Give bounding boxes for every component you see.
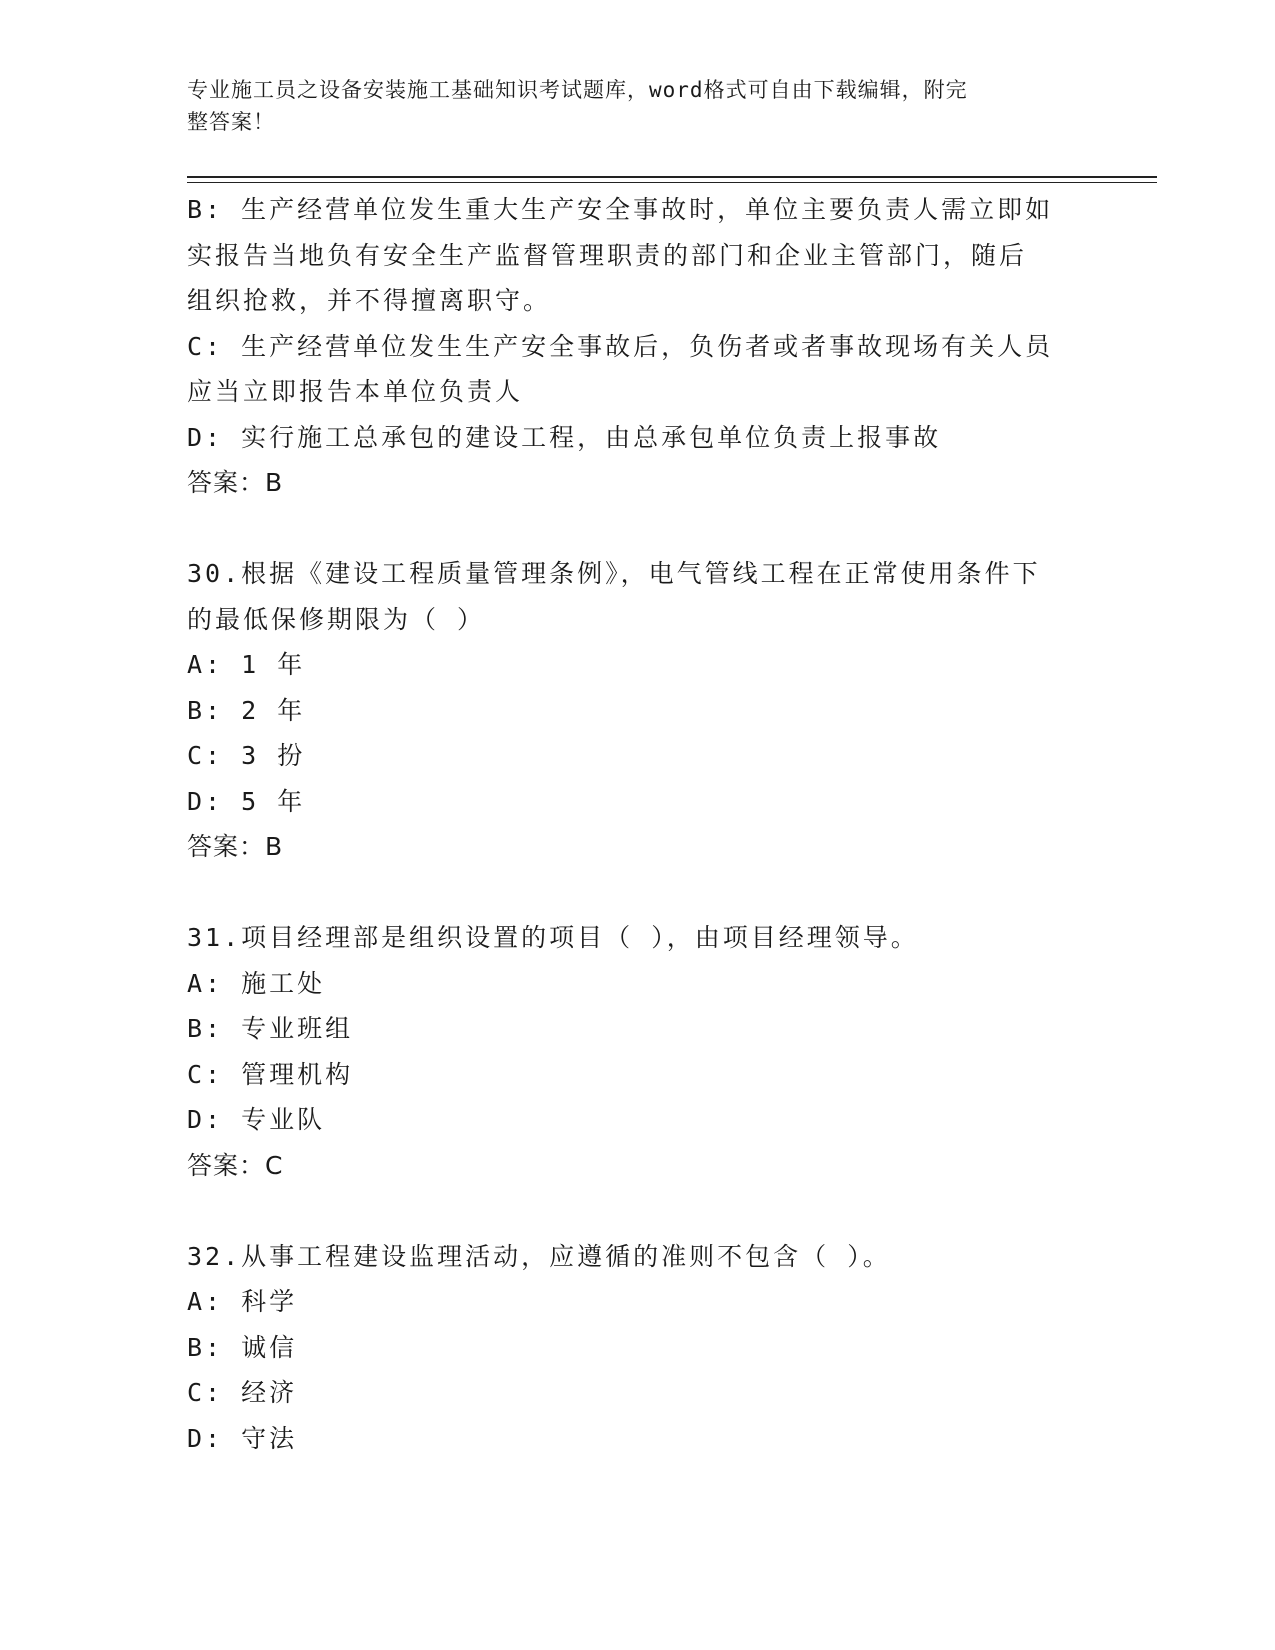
question-32 — [187, 1234, 1087, 1462]
q31-stem: 31.项目经理部是组织设置的项目（ ），由项目经理领导。 — [187, 923, 919, 952]
q30-option-a: A: 1 年 — [187, 650, 306, 679]
q29-option-b-line-3: 组织抢救，并不得擅离职守。 — [187, 286, 552, 315]
document-header — [187, 74, 1067, 138]
question-content — [187, 187, 1087, 1461]
q30-option-c: C: 3 扮 — [187, 741, 306, 770]
q32-stem: 32.从事工程建设监理活动，应遵循的准则不包含（ ）。 — [187, 1241, 891, 1271]
question-29-tail — [187, 187, 1087, 506]
q31-option-b: B: 专业班组 — [187, 1014, 354, 1043]
q31-option-c: C: 管理机构 — [187, 1059, 354, 1089]
q31-answer: 答案：C — [187, 1150, 284, 1180]
q29-option-c-line-2: 应当立即报告本单位负责人 — [187, 377, 524, 406]
q31-option-a: A: 施工处 — [187, 968, 326, 998]
header-title-line-2: 整答案！ — [187, 110, 275, 134]
header-divider-thick — [187, 176, 1157, 178]
q31-option-d: D: 专业队 — [187, 1105, 326, 1134]
q29-option-b-line-1: B: 生产经营单位发生重大生产安全事故时，单位主要负责人需立即如 — [187, 195, 1054, 224]
q32-option-a: A: 科学 — [187, 1287, 298, 1316]
spacer — [187, 870, 1087, 916]
q30-stem-line-2: 的最低保修期限为（ ） — [187, 604, 486, 634]
q30-option-b: B: 2 年 — [187, 695, 306, 725]
q29-option-b-line-2: 实报告当地负有安全生产监督管理职责的部门和企业主管部门，随后 — [187, 240, 1028, 270]
q32-option-c: C: 经济 — [187, 1378, 298, 1407]
q29-option-d: D: 实行施工总承包的建设工程，由总承包单位负责上报事故 — [187, 422, 942, 452]
q30-answer: 答案：B — [187, 832, 284, 861]
spacer — [187, 1188, 1087, 1234]
q29-option-c-line-1: C: 生产经营单位发生生产安全事故后，负伤者或者事故现场有关人员 — [187, 331, 1054, 361]
header-title-line-1: 专业施工员之设备安装施工基础知识考试题库，word格式可自由下载编辑，附完 — [187, 78, 968, 102]
spacer — [187, 506, 1087, 552]
q32-option-d: D: 守法 — [187, 1423, 298, 1453]
q32-option-b: B: 诚信 — [187, 1332, 298, 1362]
q29-answer: 答案：B — [187, 468, 284, 497]
q30-stem-line-1: 30.根据《建设工程质量管理条例》，电气管线工程在正常使用条件下 — [187, 559, 1041, 588]
header-divider-thin — [187, 182, 1157, 183]
question-31 — [187, 915, 1087, 1188]
question-30 — [187, 551, 1087, 870]
q30-option-d: D: 5 年 — [187, 786, 306, 816]
